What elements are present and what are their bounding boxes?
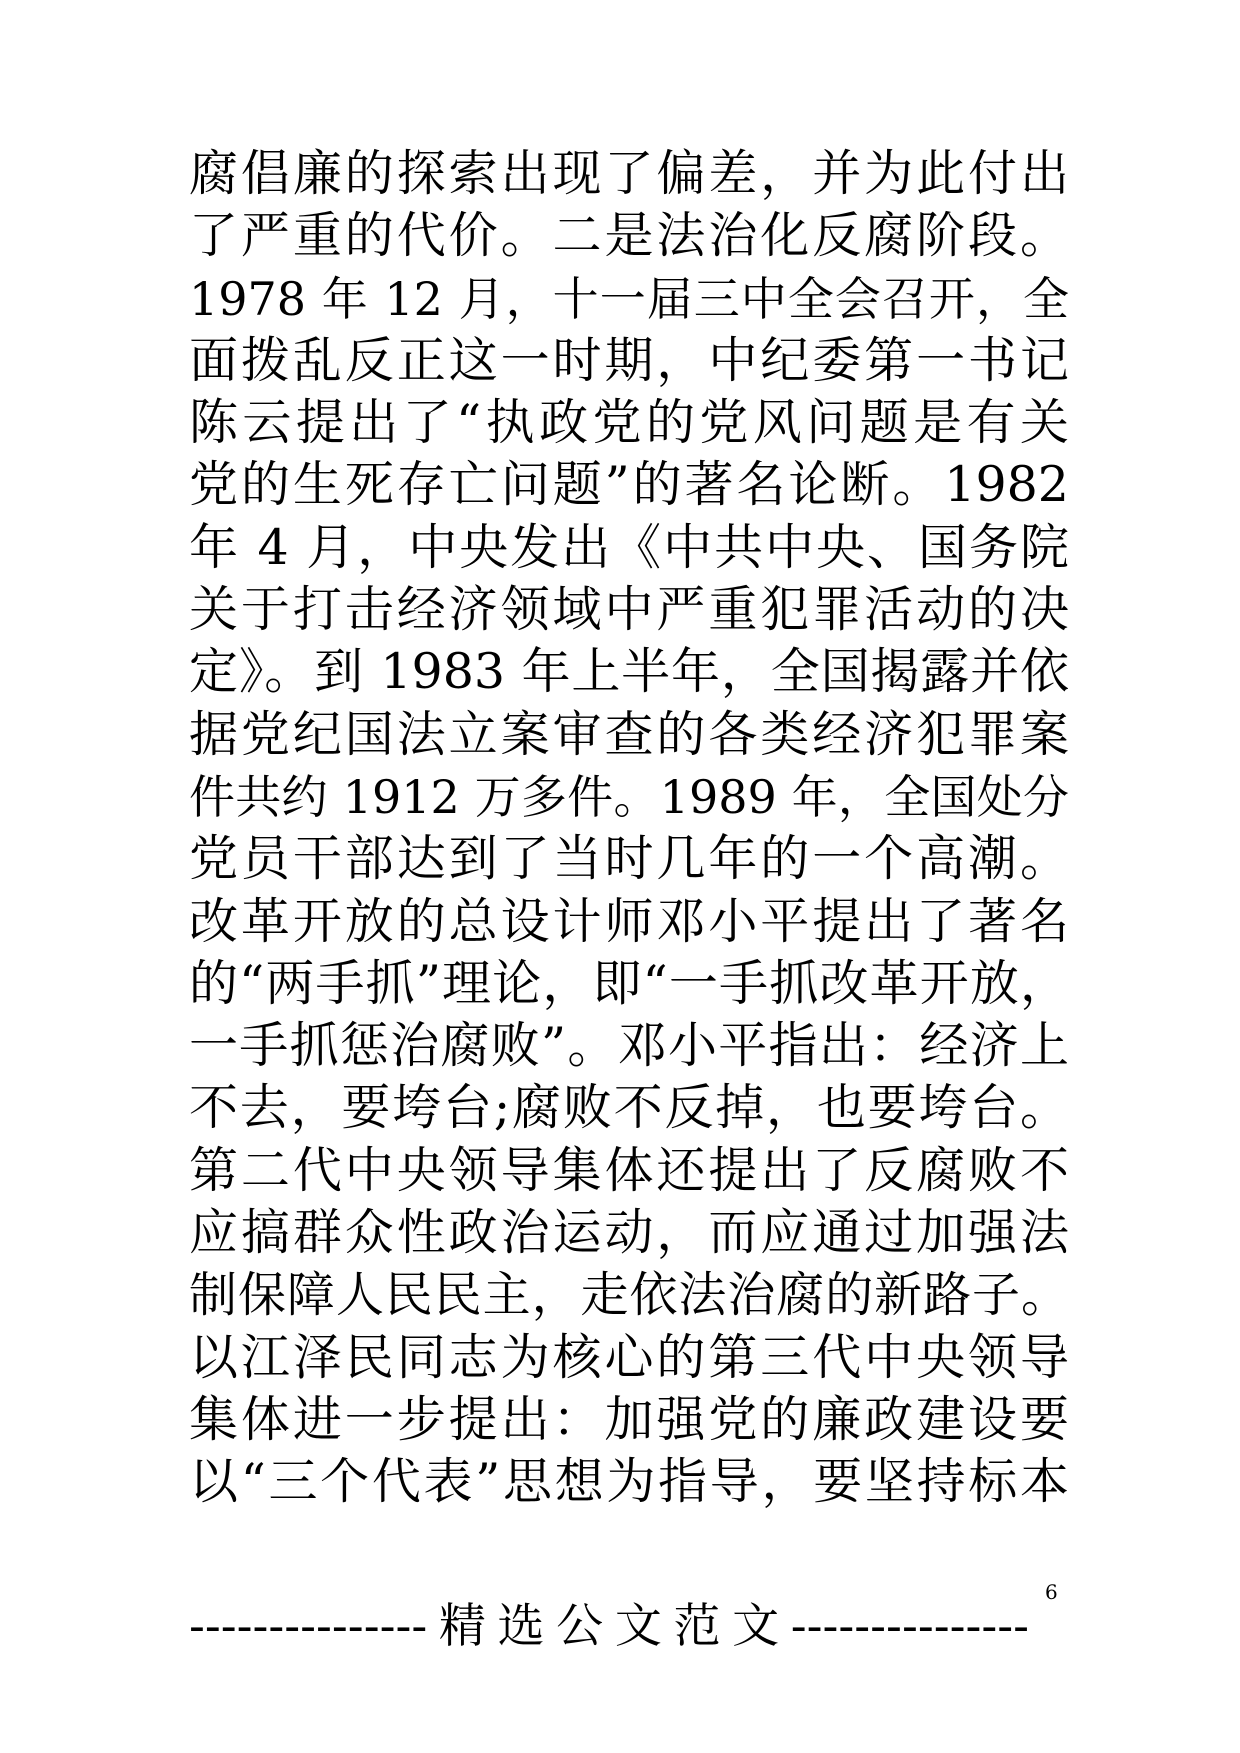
text-line: 定》。到 1983 年上半年，全国揭露并依 bbox=[189, 643, 1069, 701]
text-line: 年 4 月，中央发出《中共中央、国务院 bbox=[189, 518, 1069, 576]
text-line: 面拨乱反正这一时期，中纪委第一书记 bbox=[189, 331, 1069, 389]
text-line: 集体进一步提出：加强党的廉政建设要 bbox=[189, 1390, 1069, 1448]
body-text bbox=[189, 143, 1069, 1514]
text-line: 腐倡廉的探索出现了偏差，并为此付出 bbox=[189, 145, 1069, 202]
text-line: 件共约 1912 万多件。1989 年，全国处分 bbox=[189, 769, 1069, 824]
text-line: 一手抓惩治腐败”。邓小平指出：经济上 bbox=[189, 1017, 1069, 1075]
text-line: 党的生死存亡问题”的著名论断。1982 bbox=[189, 456, 1069, 514]
text-line: 应搞群众性政治运动，而应通过加强法 bbox=[189, 1204, 1069, 1262]
text-line: 制保障人民民主，走依法治腐的新路子。 bbox=[189, 1267, 1069, 1324]
page-number: 6 bbox=[1045, 1580, 1058, 1604]
text-line: 据党纪国法立案审查的各类经济犯罪案 bbox=[189, 705, 1069, 763]
text-line: 1978 年 12 月，十一届三中全会召开，全 bbox=[189, 271, 1069, 326]
text-line: 陈云提出了“执政党的党风问题是有关 bbox=[189, 394, 1069, 452]
text-line: 以“三个代表”思想为指导，要坚持标本 bbox=[189, 1453, 1069, 1511]
page-footer: ---------------精选公文范文--------------- bbox=[189, 1599, 1029, 1654]
text-line: 不去，要垮台;腐败不反掉，也要垮台。 bbox=[189, 1079, 1069, 1137]
text-line: 的“两手抓”理论，即“一手抓改革开放， bbox=[189, 954, 1069, 1012]
text-line: 了严重的代价。二是法治化反腐阶段。 bbox=[189, 207, 1069, 265]
text-line: 党员干部达到了当时几年的一个高潮。 bbox=[189, 830, 1069, 888]
text-line: 以江泽民同志为核心的第三代中央领导 bbox=[189, 1328, 1069, 1386]
text-line: 第二代中央领导集体还提出了反腐败不 bbox=[189, 1141, 1069, 1199]
text-line: 关于打击经济领域中严重犯罪活动的决 bbox=[189, 581, 1069, 639]
text-line: 改革开放的总设计师邓小平提出了著名 bbox=[189, 892, 1069, 950]
